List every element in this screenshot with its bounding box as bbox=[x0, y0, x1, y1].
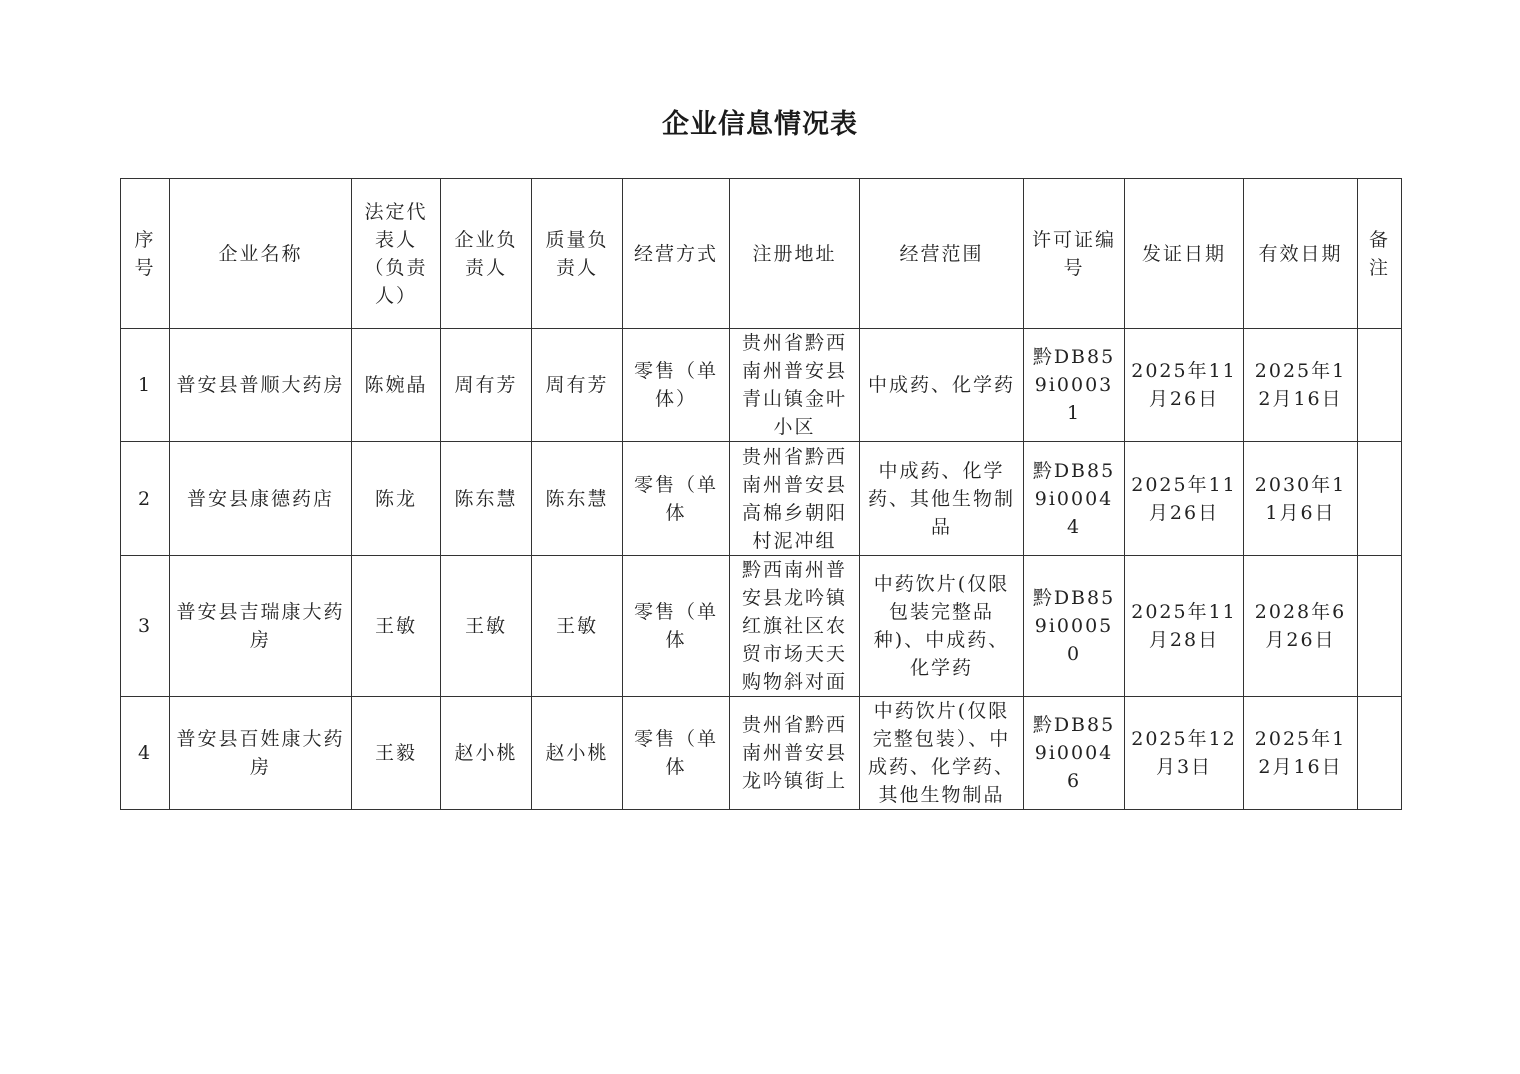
header-name: 企业名称 bbox=[170, 179, 352, 329]
cell-license: 黔DB859i00031 bbox=[1024, 329, 1125, 442]
cell-enterprise-head: 王敏 bbox=[441, 556, 532, 697]
cell-remark bbox=[1358, 556, 1402, 697]
cell-name: 普安县普顺大药房 bbox=[170, 329, 352, 442]
cell-scope: 中药饮片(仅限完整包装）、中成药、化学药、其他生物制品 bbox=[860, 697, 1024, 810]
header-license: 许可证编号 bbox=[1024, 179, 1125, 329]
header-address: 注册地址 bbox=[730, 179, 860, 329]
cell-scope: 中成药、化学药、其他生物制品 bbox=[860, 442, 1024, 556]
cell-issue-date: 2025年11月26日 bbox=[1125, 329, 1244, 442]
table-header-row bbox=[121, 179, 1402, 329]
header-quality-head: 质量负责人 bbox=[532, 179, 623, 329]
cell-license: 黔DB859i00044 bbox=[1024, 442, 1125, 556]
header-enterprise-head: 企业负责人 bbox=[441, 179, 532, 329]
enterprise-info-table bbox=[120, 178, 1402, 810]
cell-issue-date: 2025年12月3日 bbox=[1125, 697, 1244, 810]
cell-enterprise-head: 赵小桃 bbox=[441, 697, 532, 810]
cell-mode: 零售（单体 bbox=[623, 442, 730, 556]
cell-valid-date: 2028年6月26日 bbox=[1244, 556, 1358, 697]
cell-address: 贵州省黔西南州普安县龙吟镇街上 bbox=[730, 697, 860, 810]
header-issue-date: 发证日期 bbox=[1125, 179, 1244, 329]
table-row bbox=[121, 329, 1402, 442]
table-row bbox=[121, 442, 1402, 556]
cell-issue-date: 2025年11月26日 bbox=[1125, 442, 1244, 556]
cell-index: 3 bbox=[121, 556, 170, 697]
cell-valid-date: 2030年11月6日 bbox=[1244, 442, 1358, 556]
cell-enterprise-head: 陈东慧 bbox=[441, 442, 532, 556]
cell-legal-rep: 王毅 bbox=[352, 697, 441, 810]
cell-scope: 中成药、化学药 bbox=[860, 329, 1024, 442]
cell-license: 黔DB859i00050 bbox=[1024, 556, 1125, 697]
cell-quality-head: 王敏 bbox=[532, 556, 623, 697]
cell-issue-date: 2025年11月28日 bbox=[1125, 556, 1244, 697]
cell-name: 普安县百姓康大药房 bbox=[170, 697, 352, 810]
cell-license: 黔DB859i00046 bbox=[1024, 697, 1125, 810]
cell-quality-head: 陈东慧 bbox=[532, 442, 623, 556]
cell-legal-rep: 陈婉晶 bbox=[352, 329, 441, 442]
table-row bbox=[121, 697, 1402, 810]
header-remark: 备注 bbox=[1358, 179, 1402, 329]
cell-index: 2 bbox=[121, 442, 170, 556]
cell-address: 黔西南州普安县龙吟镇红旗社区农贸市场天天购物斜对面 bbox=[730, 556, 860, 697]
cell-quality-head: 赵小桃 bbox=[532, 697, 623, 810]
cell-index: 4 bbox=[121, 697, 170, 810]
cell-mode: 零售（单体） bbox=[623, 329, 730, 442]
cell-quality-head: 周有芳 bbox=[532, 329, 623, 442]
cell-remark bbox=[1358, 697, 1402, 810]
cell-address: 贵州省黔西南州普安县青山镇金叶小区 bbox=[730, 329, 860, 442]
cell-index: 1 bbox=[121, 329, 170, 442]
table-row bbox=[121, 556, 1402, 697]
cell-valid-date: 2025年12月16日 bbox=[1244, 697, 1358, 810]
cell-legal-rep: 王敏 bbox=[352, 556, 441, 697]
cell-mode: 零售（单体 bbox=[623, 697, 730, 810]
cell-name: 普安县康德药店 bbox=[170, 442, 352, 556]
header-legal-rep: 法定代表人（负责人） bbox=[352, 179, 441, 329]
header-scope: 经营范围 bbox=[860, 179, 1024, 329]
header-index: 序号 bbox=[121, 179, 170, 329]
cell-remark bbox=[1358, 442, 1402, 556]
cell-remark bbox=[1358, 329, 1402, 442]
cell-valid-date: 2025年12月16日 bbox=[1244, 329, 1358, 442]
cell-mode: 零售（单体 bbox=[623, 556, 730, 697]
cell-enterprise-head: 周有芳 bbox=[441, 329, 532, 442]
header-valid-date: 有效日期 bbox=[1244, 179, 1358, 329]
cell-name: 普安县吉瑞康大药房 bbox=[170, 556, 352, 697]
cell-address: 贵州省黔西南州普安县高棉乡朝阳村泥冲组 bbox=[730, 442, 860, 556]
page-title: 企业信息情况表 bbox=[662, 109, 858, 141]
cell-scope: 中药饮片(仅限包装完整品种)、中成药、化学药 bbox=[860, 556, 1024, 697]
cell-legal-rep: 陈龙 bbox=[352, 442, 441, 556]
header-mode: 经营方式 bbox=[623, 179, 730, 329]
